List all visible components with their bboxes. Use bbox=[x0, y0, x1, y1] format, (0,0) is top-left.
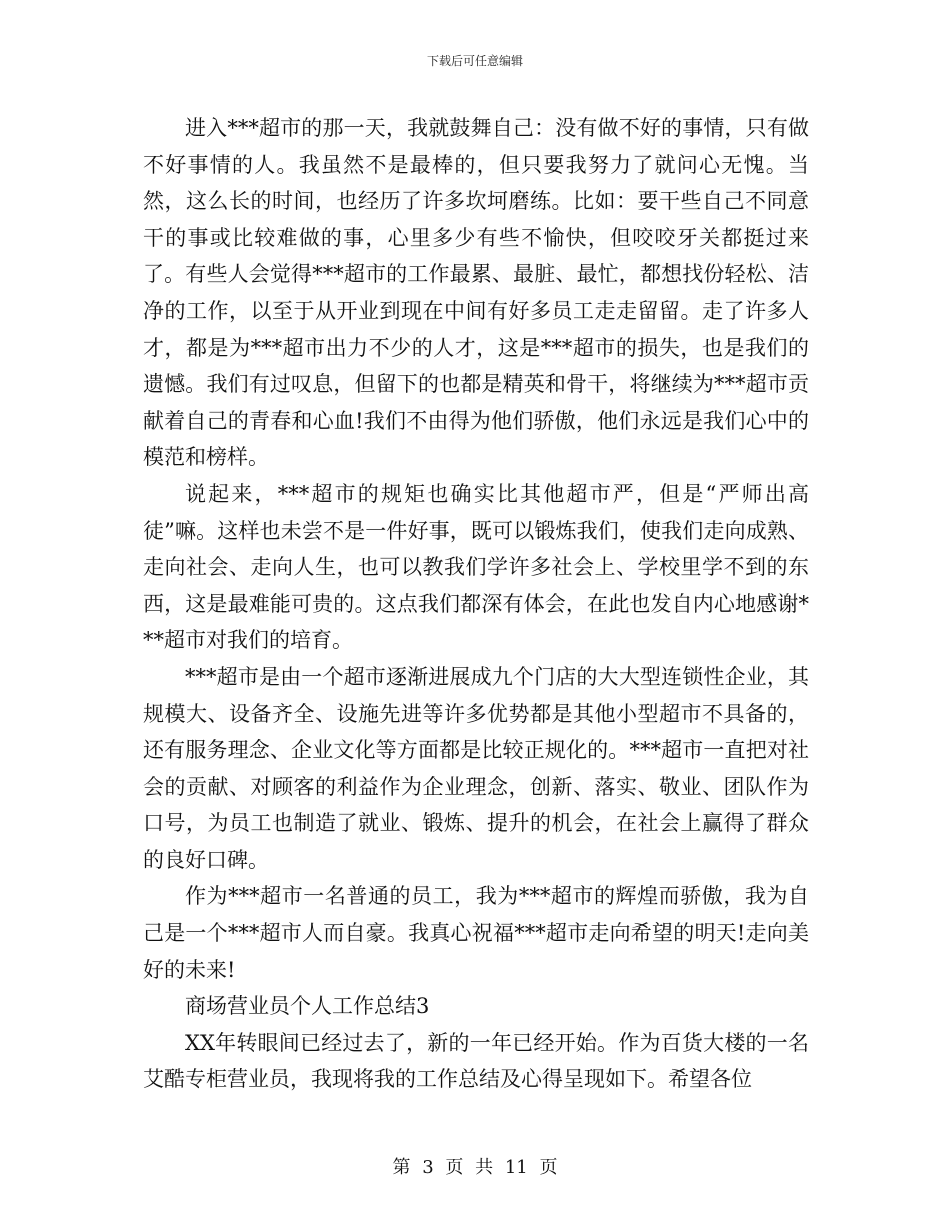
paragraph-3: ***超市是由一个超市逐渐进展成九个门店的大大型连锁性企业，其规模大、设备齐全、设施先进等许多优势都是其他小型超市不具备的，还有服务理念、企业文化等方面都是比较正规化的。***超市一直把对社会的贡献、对顾客的利益作为企业理念，创新、落实、敬业、团队作为口号，为员工也制造了就业、锻炼、提升的机会，在社会上赢得了群众的良好口碑。 bbox=[143, 664, 809, 872]
page-header-note: 下载后可任意编辑 bbox=[426, 54, 523, 68]
document-body bbox=[143, 110, 809, 1098]
paragraph-2: 说起来，***超市的规矩也确实比其他超市严，但是“严师出高徒”嘛。这样也未尝不是一件好事，既可以锻炼我们，使我们走向成熟、走向社会、走向人生，也可以教我们学许多社会上、学校里学不到的东西，这是最难能可贵的。这点我们都深有体会，在此也发自内心地感谢***超市对我们的培育。 bbox=[143, 481, 809, 653]
page-number-footer: 第 3 页 共 11 页 bbox=[392, 1157, 558, 1178]
paragraph-5: XX年转眼间已经过去了，新的一年已经开始。作为百货大楼的一名艾酷专柜营业员，我现将我的工作总结及心得呈现如下。希望各位 bbox=[143, 1030, 809, 1092]
paragraph-4: 作为***超市一名普通的员工，我为***超市的辉煌而骄傲，我为自己是一个***超市人而自豪。我真心祝福***超市走向希望的明天!走向美好的未来! bbox=[143, 884, 809, 982]
paragraph-1: 进入***超市的那一天，我就鼓舞自己：没有做不好的事情，只有做不好事情的人。我虽然不是最棒的，但只要我努力了就问心无愧。当然，这么长的时间，也经历了许多坎坷磨练。比如：要干些自己不同意干的事或比较难做的事，心里多少有些不愉快，但咬咬牙关都挺过来了。有些人会觉得***超市的工作最累、最脏、最忙，都想找份轻松、洁净的工作，以至于从开业到现在中间有好多员工走走留留。走了许多人才，都是为***超市出力不少的人才，这是***超市的损失，也是我们的遗憾。我们有过叹息，但留下的也都是精英和骨干，将继续为***超市贡献着自己的青春和心血!我们不由得为他们骄傲，他们永远是我们心中的模范和榜样。 bbox=[143, 116, 809, 470]
section-heading: 商场营业员个人工作总结3 bbox=[185, 994, 430, 1019]
